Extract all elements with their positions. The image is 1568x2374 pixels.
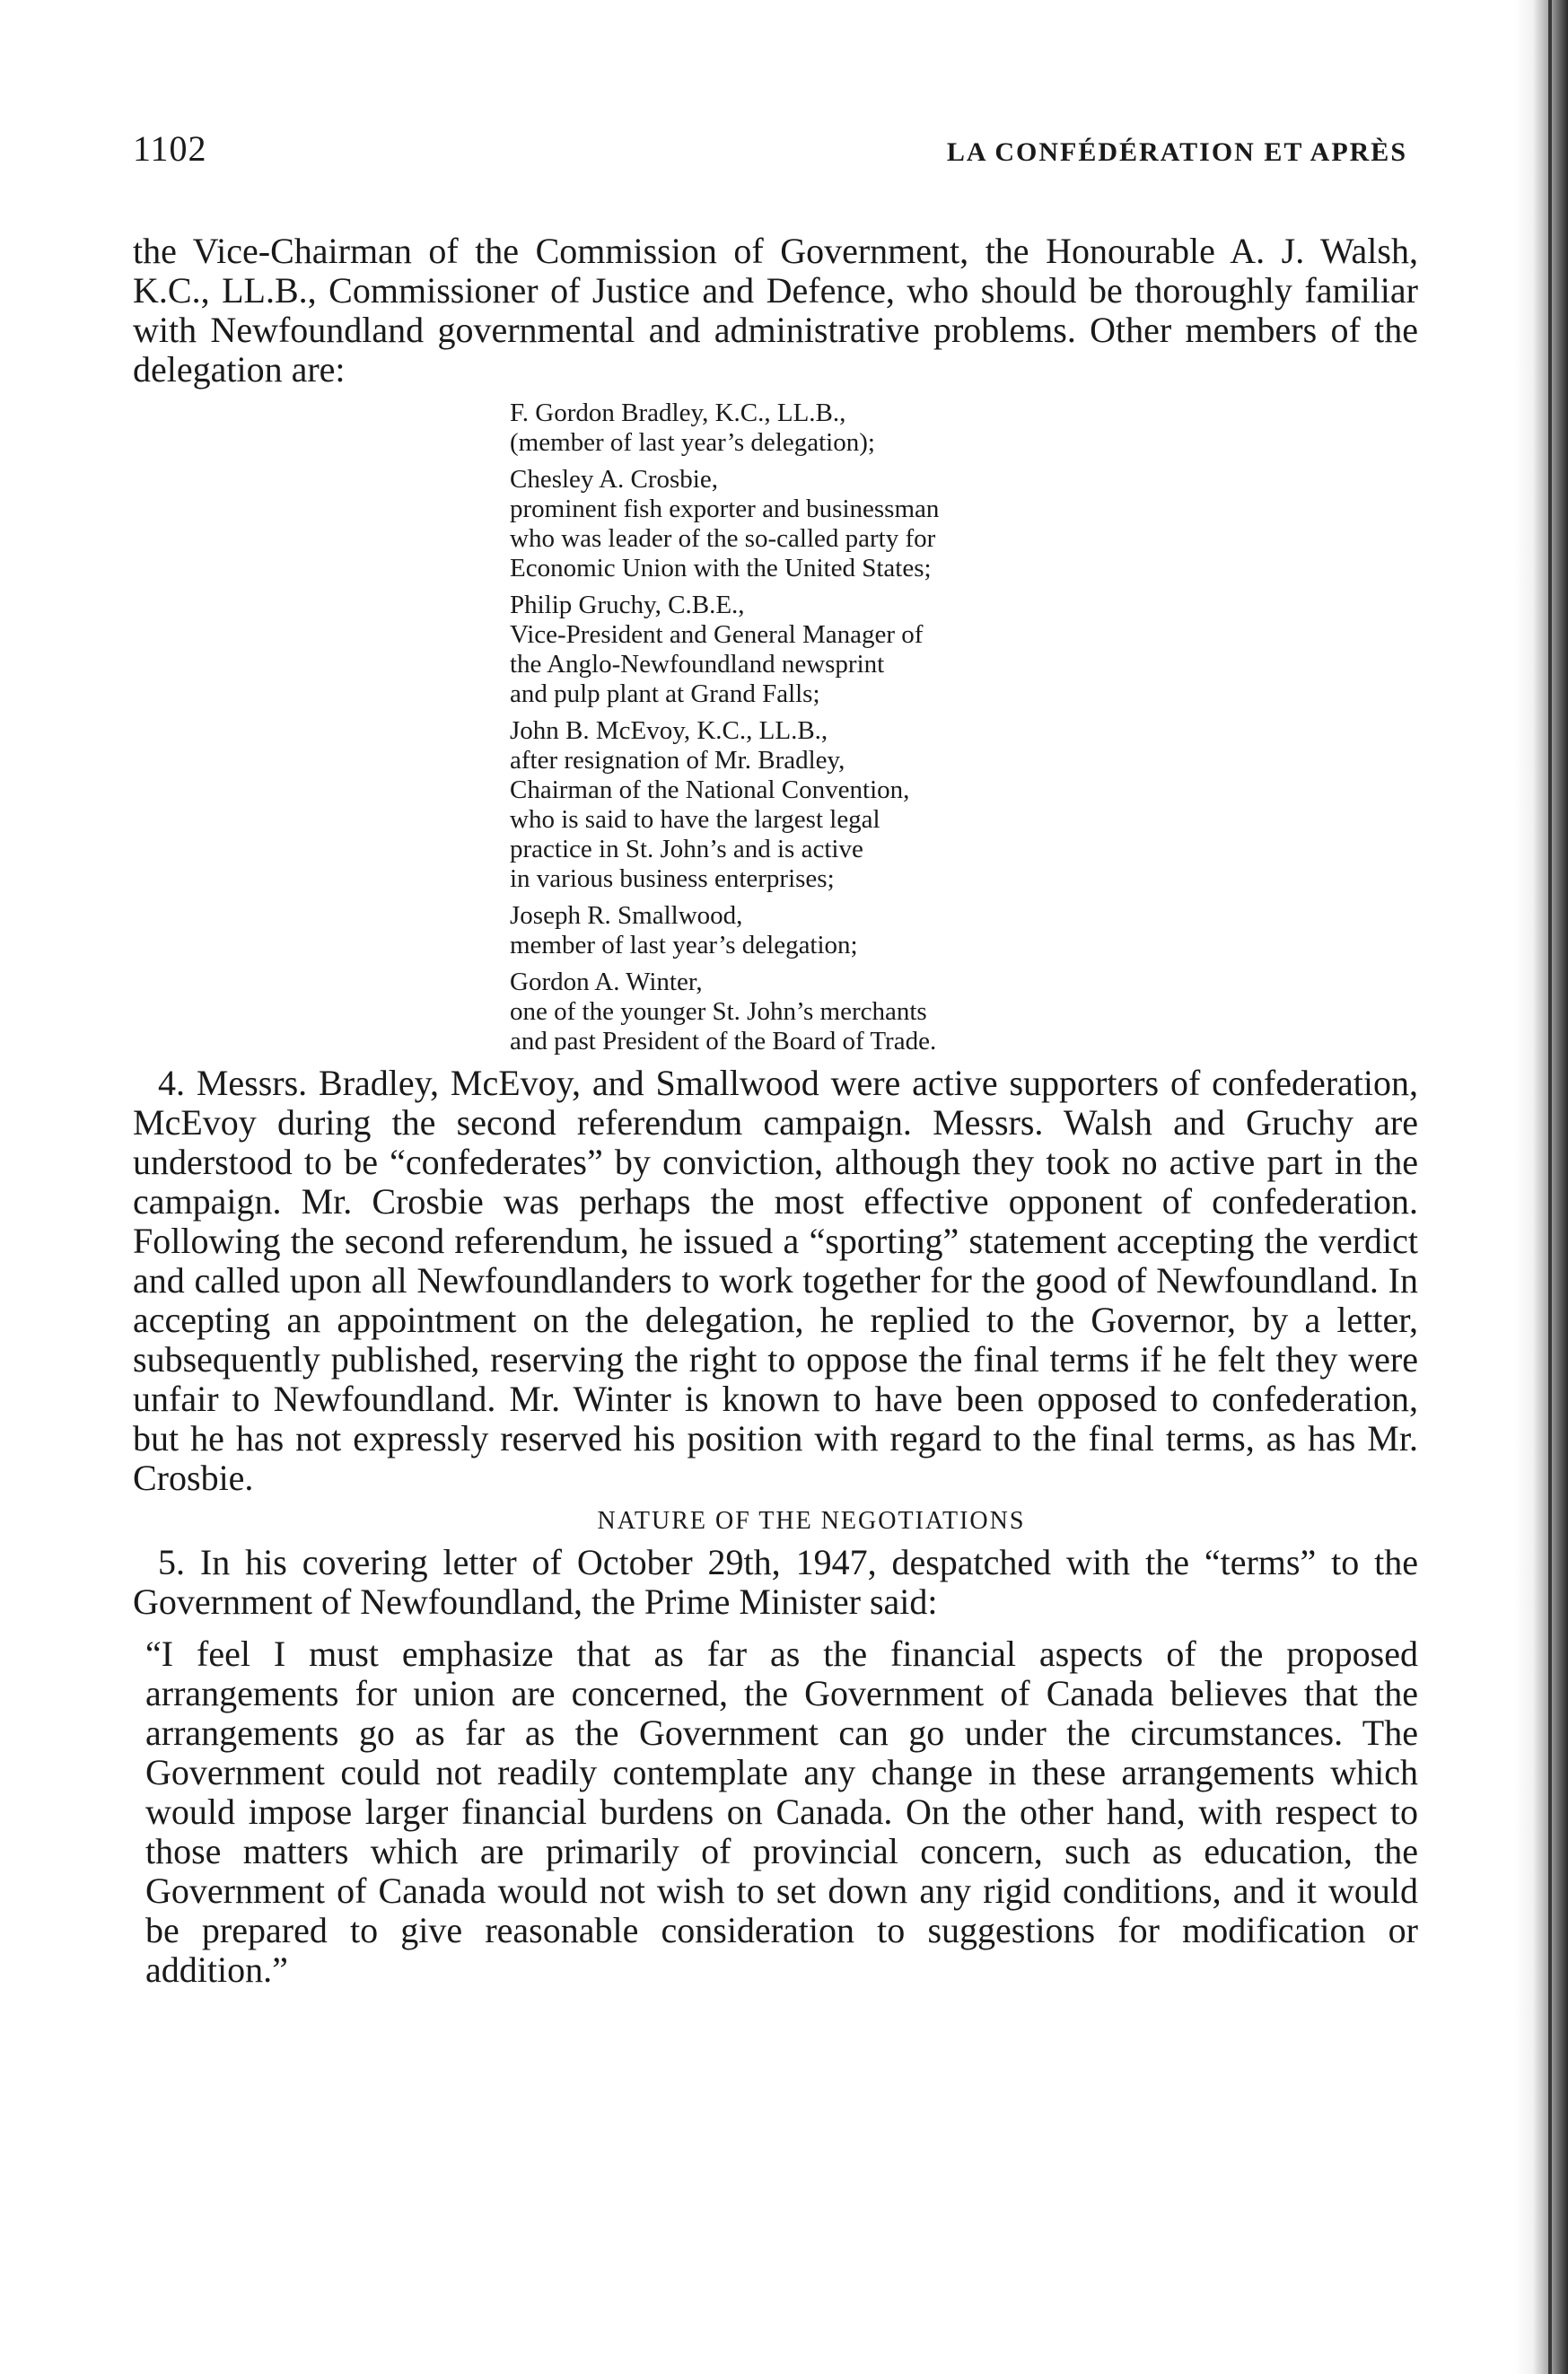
member-entry [510, 465, 1192, 583]
member-line: member of last year’s delegation; [510, 931, 858, 959]
paragraph-5: 5. In his covering letter of October 29th, 1947, despatched with the “terms” to the Government of Newfoundland, the Prime Minister said: [133, 1542, 1418, 1622]
delegation-members-list [510, 399, 1192, 1056]
member-line: Joseph R. Smallwood, [510, 901, 743, 930]
page-binding-edge [1514, 0, 1568, 2374]
member-entry [510, 399, 1192, 458]
member-line: Chesley A. Crosbie, [510, 465, 718, 494]
paragraph-4: 4. Messrs. Bradley, McEvoy, and Smallwood were active supporters of confederation, McEvoy during the second referendum campaign. Messrs. Walsh and Gruchy are understood to be “confederates” by conviction, although they took no active part in the campaign. Mr. Crosbie was perhaps the most effective opponent of confederation. Following the second referendum, he issued a “sporting” statement accepting the verdict and called upon all Newfoundlanders to work together for the good of Newfoundland. In accepting an appointment on the delegation, he replied to the Governor, by a letter, subsequently published, reserving the right to oppose the final terms if he felt they were unfair to Newfoundland. Mr. Winter is known to have been opposed to confederation, but he has not expressly reserved his position with regard to the final terms, as has Mr. Crosbie. [133, 1063, 1418, 1498]
member-line: the Anglo-Newfoundland newsprint [510, 650, 885, 679]
member-entry [510, 591, 1192, 709]
member-line: Chairman of the National Convention, [510, 775, 910, 804]
member-entry [510, 716, 1192, 894]
member-line: Vice-President and General Manager of [510, 620, 924, 649]
member-line: Economic Union with the United States; [510, 554, 932, 583]
member-line: prominent fish exporter and businessman [510, 495, 940, 523]
opening-paragraph: the Vice-Chairman of the Commission of Government, the Honourable A. J. Walsh, K.C., LL.B., Commissioner of Justice and Defence, who should be thoroughly familiar with Newfoundland governmental and administrative problems. Other members of the delegation are: [133, 231, 1418, 390]
member-line: (member of last year’s delegation); [510, 428, 875, 457]
member-line: John B. McEvoy, K.C., LL.B., [510, 716, 828, 745]
member-line: one of the younger St. John’s merchants [510, 997, 927, 1026]
prime-minister-quotation: “I feel I must emphasize that as far as the financial aspects of the proposed arrangements for union are concerned, the Government of Canada believes that the arrangements go as far as the Government can go under the circumstances. The Government could not readily contemplate any change in these arrangements which would impose larger financial burdens on Canada. On the other hand, with respect to those matters which are primarily of provincial concern, such as education, the Government of Canada would not wish to set down any rigid conditions, and it would be prepared to give reasonable consideration to suggestions for modification or addition.” [145, 1634, 1418, 1990]
page-binding-line [1548, 0, 1552, 2374]
member-line: in various business enterprises; [510, 864, 835, 893]
member-entry [510, 901, 1192, 960]
page-number: 1102 [133, 128, 207, 169]
member-line: who was leader of the so-called party for [510, 524, 936, 553]
member-line: and past President of the Board of Trade. [510, 1027, 937, 1056]
section-heading: NATURE OF THE NEGOTIATIONS [597, 1507, 1026, 1535]
member-line: Philip Gruchy, C.B.E., [510, 591, 745, 619]
member-line: after resignation of Mr. Bradley, [510, 746, 845, 775]
member-line: F. Gordon Bradley, K.C., LL.B., [510, 399, 846, 427]
running-title: LA CONFÉDÉRATION ET APRÈS [946, 137, 1407, 167]
member-line: practice in St. John’s and is active [510, 835, 863, 863]
member-line: who is said to have the largest legal [510, 805, 880, 834]
body-text [133, 232, 1418, 1990]
member-line: Gordon A. Winter, [510, 968, 703, 996]
running-head [133, 127, 1407, 172]
member-line: and pulp plant at Grand Falls; [510, 679, 820, 708]
member-entry [510, 968, 1192, 1056]
